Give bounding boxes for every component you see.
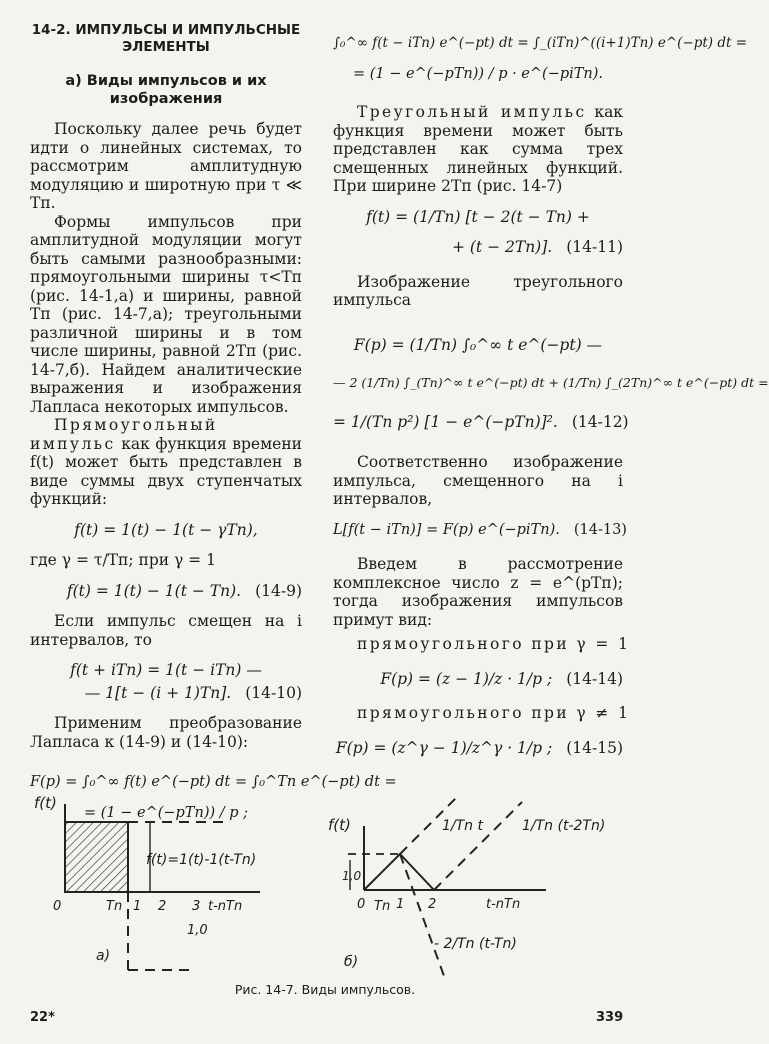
equation-shifted-b: = (1 − e^(−pTп)) / p · e^(−piTп).: [352, 65, 604, 82]
equation-number: (14-14): [566, 669, 623, 688]
equation-laplace-a: F(p) = ∫₀^∞ f(t) e^(−pt) dt = ∫₀^Tп e^(−pt) dt =: [30, 774, 397, 790]
dashed-line-second: [434, 802, 522, 890]
page-number: 339: [596, 1010, 624, 1025]
tick-tn: Tn: [106, 899, 123, 914]
panel-label-a: а): [96, 948, 111, 964]
figure-b-triangular-pulse: [326, 798, 626, 980]
section-title: 14-2. ИМПУЛЬСЫ И ИМПУЛЬСНЫЕ ЭЛЕМЕНТЫ: [31, 22, 301, 55]
spaced-term: Треугольный импульс: [357, 103, 587, 121]
equation-14-10-a: f(t + iTп) = 1(t − iTп) —: [70, 661, 262, 679]
equation-14-14: F(p) = (z − 1)/z · 1/p ; (14-14): [380, 669, 623, 688]
tick-2: 2: [158, 899, 167, 914]
paragraph-9: Введем в рассмотрение комплексное число z = e^(pTп); тогда изображения импульсов примут вид:: [333, 555, 623, 629]
equation-number: (14-9): [255, 581, 302, 600]
line3-label: - 2/Tn (t-Tn): [434, 936, 517, 952]
equation-14-11-b: + (t − 2Tп)]. (14-11): [451, 238, 623, 256]
equation-14-10-b: — 1[t − (i + 1)Tп]. (14-10): [84, 683, 302, 702]
tick-3: 3: [192, 899, 201, 914]
level-label: 1,0: [187, 923, 208, 938]
equation-14-11-a: f(t) = (1/Tп) [t − 2(t − Tп) +: [366, 207, 590, 226]
label-gamma-ne-1: прямоугольного при γ ≠ 1: [357, 704, 631, 722]
paragraph-7: Изображение треугольного импульса: [333, 272, 623, 309]
paragraph-4: Если импульс смещен на i интервалов, то: [30, 612, 302, 649]
x-label: t-nTn: [208, 899, 243, 914]
equation-14-9: f(t) = 1(t) − 1(t − Tп). (14-9): [66, 581, 302, 600]
triangle-pulse: [364, 854, 434, 890]
equation-1: f(t) = 1(t) − 1(t − γTп),: [74, 520, 258, 539]
equation-laplace-b: = (1 − e^(−pTп)) / p ;: [83, 804, 249, 821]
label-gamma-eq-1: прямоугольного при γ = 1: [357, 635, 631, 653]
equation-14-12-a: F(p) = (1/Tп) ∫₀^∞ t e^(−pt) —: [353, 335, 603, 354]
tick-0: 0: [357, 897, 366, 912]
equation-14-15: F(p) = (z^γ − 1)/z^γ · 1/p ; (14-15): [335, 738, 623, 757]
y-label: f(t): [34, 794, 57, 812]
right-column: [333, 22, 769, 773]
level-label: 1,0: [342, 869, 362, 883]
spaced-term: Прямоугольный импульс: [30, 416, 218, 453]
equation-14-12-b: — 2 (1/Tп) ∫_(Tп)^∞ t e^(−pt) dt + (1/Tп) ∫_(2Tп)^∞ t e^(−pt) dt =: [333, 375, 769, 390]
equation-14-13: L[f(t − iTп)] = F(p) e^(−piTп). (14-13): [333, 521, 627, 538]
tick-0: 0: [53, 899, 62, 914]
paragraph-6: Треугольный импульс как функция времени может быть представлен как сумма трех смещенных линейных функций. При ширине 2Tп (рис. 14-7): [333, 103, 623, 195]
left-column: [30, 22, 397, 834]
x-label: t-nTn: [486, 897, 521, 912]
figure-a-rectangular-pulse: [30, 792, 320, 980]
equation-14-12-c: = 1/(Tп p²) [1 − e^(−pTп)]². (14-12): [333, 412, 629, 431]
line1-label: 1/Tn t: [442, 818, 483, 834]
paragraph-2: Формы импульсов при амплитудной модуляции могут быть самыми разнообразными: прямоугольными ширины τ<Tп (рис. 14-1,а) и ширины, равной Tп (рис. 14-7,а); треугольными различной ширины и в том числе ширины, равной 2Tп (рис. 14-7,б). Найдем аналитические выражения и изображения Лапласа некоторых импульсов.: [30, 212, 302, 416]
dashed-line-falling: [400, 854, 444, 976]
equation-number: (14-10): [245, 683, 302, 702]
signature-mark: 22*: [30, 1010, 55, 1025]
paragraph-8: Соответственно изображение импульса, смещенного на i интервалов,: [333, 453, 623, 508]
y-label: f(t): [328, 816, 351, 834]
equation-number: (14-15): [566, 738, 623, 757]
equation-number: (14-12): [571, 412, 629, 431]
paragraph-3: Прямоугольный импульс как функция времени f(t) может быть представлен в виде суммы двух ступенчатых функций:: [30, 416, 302, 508]
equation-number: (14-11): [566, 238, 623, 256]
tick-2: 2: [428, 897, 437, 912]
tick-tn: Tn: [374, 899, 391, 914]
tick-1: 1: [133, 899, 142, 914]
figure-a-plot: [30, 792, 320, 980]
pulse-formula: f(t)=1(t)-1(t-Tn): [146, 852, 257, 868]
figure-caption: Рис. 14-7. Виды импульсов.: [234, 982, 416, 997]
section-subtitle: а) Виды импульсов и их изображения: [65, 73, 267, 107]
line2-label: 1/Tn (t-2Tn): [522, 818, 606, 834]
paragraph-5: Применим преобразование Лапласа к (14-9) и (14-10):: [30, 714, 302, 751]
paragraph-1: Поскольку далее речь будет идти о линейных системах, то рассмотрим амплитудную модуляцию и широтную при τ ≪ Tп.: [30, 120, 302, 212]
where-line: где γ = τ/Tп; при γ = 1: [30, 551, 216, 569]
panel-label-b: б): [344, 954, 359, 970]
tick-1: 1: [396, 897, 405, 912]
figure-b-plot: [326, 798, 626, 980]
hatched-pulse: [65, 822, 128, 892]
equation-number: (14-13): [573, 521, 627, 538]
equation-shifted-a: ∫₀^∞ f(t − iTп) e^(−pt) dt = ∫_(iTп)^((i+1)Tп) e^(−pt) dt =: [333, 35, 748, 51]
